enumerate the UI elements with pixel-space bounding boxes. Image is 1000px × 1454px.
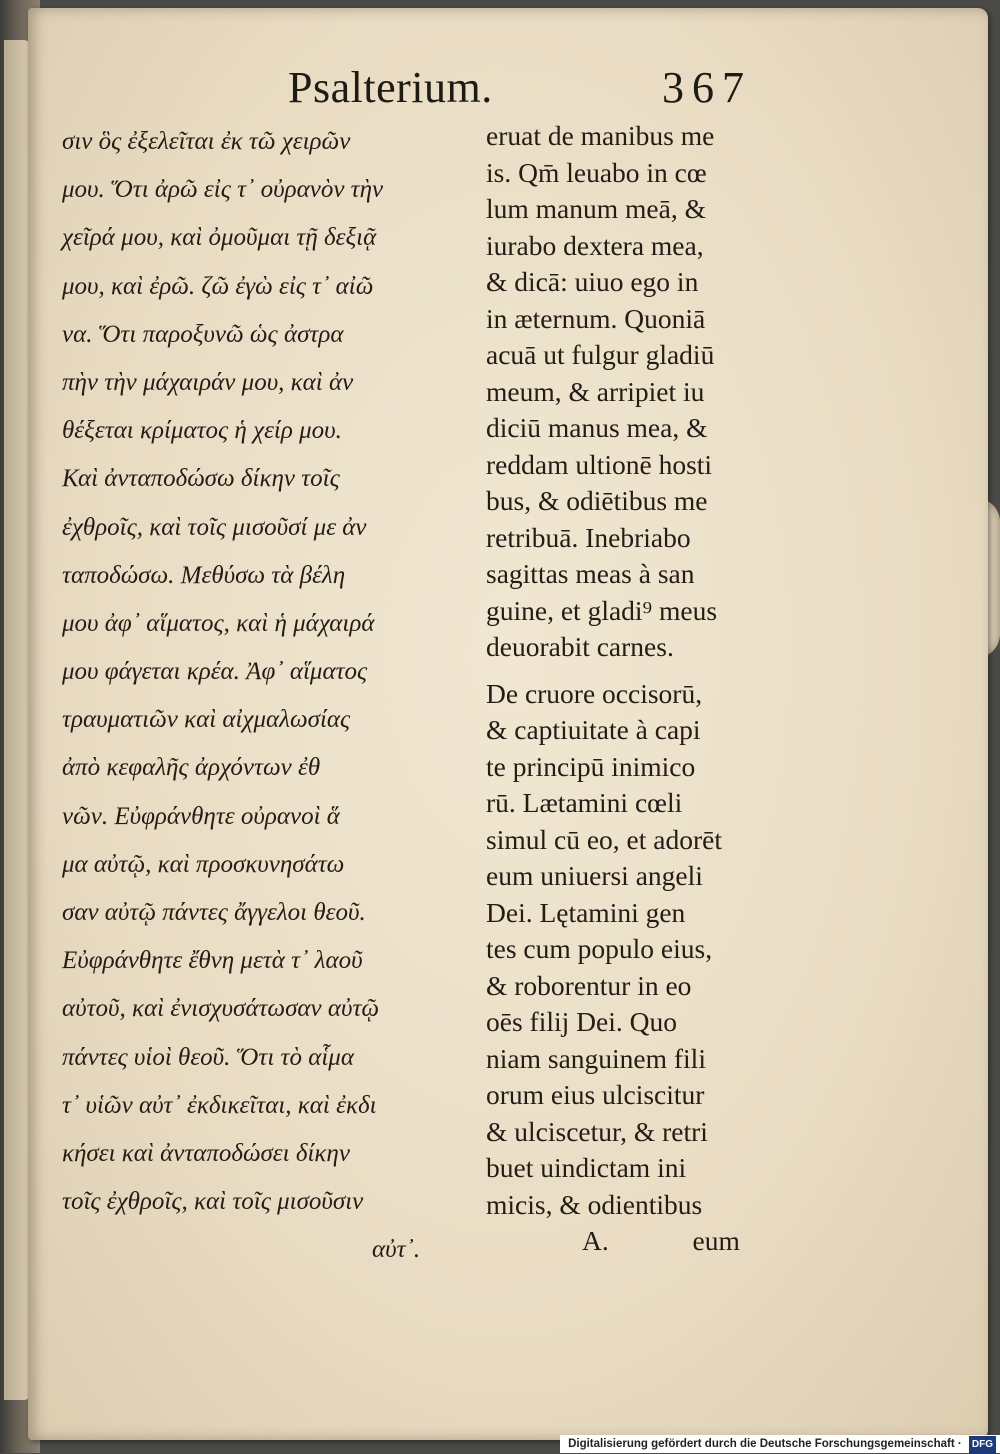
- latin-line: guine, et gladi⁹ meus: [486, 594, 718, 626]
- latin-line: meum, & arripiet iu: [486, 375, 705, 407]
- latin-line: & ulciscetur, & retri: [486, 1115, 708, 1147]
- latin-line: in æternum. Quoniā: [486, 302, 706, 334]
- latin-line: acuā ut fulgur gladiū: [486, 339, 715, 370]
- greek-line: Καὶ ἀνταποδώσω δίκην τοῖς: [62, 465, 340, 493]
- greek-line: Εὐφράνθητε ἔθνη μετὰ τ᾽ λαοῦ: [62, 947, 363, 975]
- latin-line: reddam ultionē hosti: [486, 448, 713, 480]
- greek-line: μου ἀφ᾽ αἵματος, καὶ ἡ μάχαιρά: [62, 609, 375, 637]
- greek-line: μα αὐτῷ, καὶ προσκυνησάτω: [62, 850, 345, 878]
- greek-line: πάντες υἱοὶ θεοῦ. Ὅτι τὸ αἷμα: [62, 1043, 354, 1071]
- latin-line: sagittas meas à san: [486, 558, 695, 589]
- latin-line: lum manum meā, &: [486, 193, 706, 224]
- latin-line: deuorabit carnes.: [486, 631, 674, 662]
- greek-line: μου φάγεται κρέα. Ἀφ᾽ αἵματος: [62, 658, 368, 686]
- greek-catchword-line: αὐτ᾽.: [372, 1236, 421, 1264]
- greek-line: πὴν τὴν μάχαιράν μου, καὶ ἀν: [62, 368, 354, 396]
- greek-line: τ᾽ υἱῶν αὐτ᾽ ἐκδικεῖται, καὶ ἐκδι: [62, 1091, 377, 1119]
- latin-line: retribuā. Inebriabo: [486, 521, 691, 553]
- latin-line: tes cum populo eius,: [486, 933, 713, 964]
- latin-line: rū. Lætamini cœli: [486, 787, 683, 818]
- signature-mark: A.: [582, 1225, 609, 1256]
- greek-line: θέξεται κρίματος ἡ χείρ μου.: [62, 417, 342, 445]
- credit-text: Digitalisierung gefördert durch die Deutsche Forschungsgemeinschaft: [568, 1438, 955, 1450]
- latin-line: is. Qm̄ leuabo in cœ: [486, 156, 707, 188]
- greek-line: σαν αὐτῷ πάντες ἄγγελοι θεοῦ.: [62, 899, 366, 926]
- latin-line: eum uniuersi angeli: [486, 860, 703, 891]
- greek-line: τοῖς ἐχθροῖς, καὶ τοῖς μισοῦσιν: [62, 1188, 364, 1216]
- greek-line: μου. Ὅτι ἀρῶ εἰς τ᾽ οὐρανὸν τὴν: [62, 176, 384, 204]
- dfg-logo: DFG: [969, 1436, 996, 1454]
- latin-line: bus, & odiētibus me: [486, 485, 708, 516]
- latin-line: oēs filij Dei. Quo: [486, 1006, 677, 1037]
- greek-line: ἀπὸ κεφαλῆς ἀρχόντων ἐθ: [62, 754, 321, 782]
- latin-line: De cruore occisorū,: [486, 677, 703, 709]
- latin-line: & dicā: uiuo ego in: [486, 266, 699, 297]
- greek-line: τραυματιῶν καὶ αἰχμαλωσίας: [62, 706, 351, 734]
- page-number: 367: [662, 63, 752, 112]
- latin-line: & roborentur in eo: [486, 969, 692, 1001]
- greek-text-column: [62, 118, 472, 1275]
- greek-line: μου, καὶ ἐρῶ. ζῶ ἐγὼ εἰς τ᾽ αἰῶ: [62, 272, 374, 300]
- latin-line: micis, & odientibus: [486, 1188, 703, 1220]
- catchword: eum: [692, 1225, 740, 1256]
- latin-line: Dei. Lętamini gen: [486, 896, 686, 928]
- greek-line: ταποδώσω. Μεθύσω τὰ βέλη: [62, 561, 346, 589]
- latin-line: eruat de manibus me: [486, 120, 715, 151]
- greek-line: χεῖρά μου, καὶ ὀμοῦμαι τῇ δεξιᾷ: [62, 224, 377, 252]
- latin-line: te principū inimico: [486, 750, 696, 782]
- latin-line: & captiuitate à capi: [486, 714, 701, 745]
- greek-line: κήσει καὶ ἀνταποδώσει δίκην: [62, 1139, 350, 1167]
- latin-line: iurabo dextera mea,: [486, 229, 704, 261]
- greek-line: σιν ὃς ἐξελεῖται ἐκ τῶ χειρῶν: [62, 128, 351, 155]
- greek-line: ἐχθροῖς, καὶ τοῖς μισοῦσί με ἀν: [62, 513, 367, 541]
- latin-line: orum eius ulciscitur: [486, 1079, 705, 1110]
- greek-line: να. Ὅτι παροξυνῶ ὡς ἀστρα: [62, 320, 344, 348]
- running-head-title: Psalterium.: [288, 63, 493, 112]
- greek-line: αὐτοῦ, καὶ ἐνισχυσάτωσαν αὐτῷ: [62, 995, 380, 1023]
- digitization-credit: Digitalisierung gefördert durch die Deutsche Forschungsgemeinschaft · DFG: [560, 1435, 1000, 1453]
- latin-line: diciū manus mea, &: [486, 412, 708, 443]
- signature-and-catchword: [486, 1223, 786, 1260]
- latin-line: simul cū eo, et adorēt: [486, 823, 722, 855]
- previous-page-edge: [4, 40, 30, 1400]
- greek-line: νῶν. Εὐφράνθητε οὐρανοὶ ἅ: [62, 802, 340, 830]
- latin-line: buet uindictam ini: [486, 1152, 687, 1183]
- latin-text-column: [486, 118, 786, 1260]
- latin-line: niam sanguinem fili: [486, 1042, 706, 1074]
